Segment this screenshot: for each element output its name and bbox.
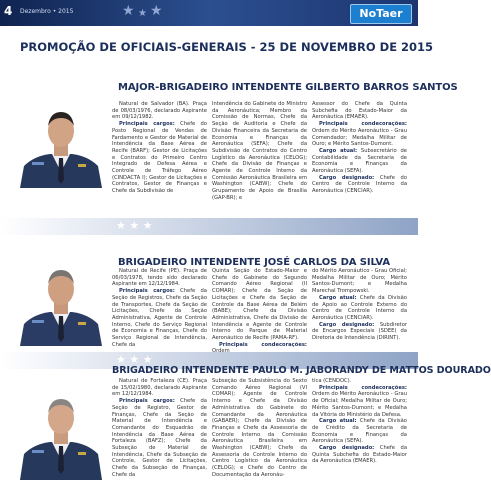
officer-title: BRIGADEIRO INTENDENTE PAULO M. JABORANDY DE MATTOS DOURADO — [112, 365, 491, 376]
page-header — [0, 0, 418, 26]
officer-photo — [14, 380, 108, 480]
page-title: PROMOÇÃO DE OFICIAIS-GENERAIS - 25 DE NOVEMBRO DE 2015 — [20, 40, 434, 54]
bio-text: Chefe do Centro de Controle Interno da Aeronáutica (CENCIAR). — [312, 174, 407, 195]
bio-text: Chefe da Seção de Registros, Chefe da Seção de Transportes, Chefe da Seção de Licitações, Chefe da Seção Administrativa, Agente de Controle Interno, Chefe do Serviço Regional de Economia e Finanças, Chefe do Serviço Regional de Intendência, Chefe da — [112, 288, 207, 348]
bio-text: Natural de Salvador (BA). Praça de 08/03/1976, declarado Aspirante em 09/12/1982. — [112, 101, 207, 121]
officer-title: BRIGADEIRO INTENDENTE JOSÉ CARLOS DA SILVA — [118, 257, 391, 268]
bio-text: tica (CENDOC). — [312, 378, 352, 384]
officer-photo — [14, 100, 108, 188]
bio-text: Chefe do Posto Regional de Vendas de Fardamento e Gestor de Material de Intendência da Base Aérea de Recife (BARF); Gestor de Licitações e Contratos do Primeiro Centro Integrado de Defesa Aérea e Controle de Tráfego Aéreo (CINDACTA I); Gestor de Licitações e Contratos, Gestor de Finanças e Chefe da Subdivisão de — [112, 121, 207, 195]
bio-text: Assessor do Chefe da Quinta Subchefia do Estado-Maior da Aeronáutica (EMAER). — [312, 101, 407, 121]
bio-text: Quinta Seção do Estado-Maior e Chefe do Gabinete do Segundo Comando Aéreo Regional (II COMAR); Chefe da Seção de Licitações e Chefe da Seção de Controle da Base Aérea de Belém (BABE); Chefe da Divisão Administrativa, Chefe da Divisão de Intendência e Agente de Controle Interno do Parque de Material Aeronáutico de Recife (PAMA-RF). — [212, 268, 307, 342]
officer-bio-col1 — [112, 101, 207, 199]
bio-text: Chefe da Divisão de Apoio ao Controle Externo do Centro de Controle Interno da Aeronáutica (CENCIAR). — [312, 294, 407, 321]
bio-text: Ordem do Mérito Aeronáutico - Grau de Oficial; Medalha Militar de Ouro; Mérito Santos-Dumont; e Medalha da Vitória do Ministério da Defesa. — [312, 391, 407, 418]
officer-bio-col2 — [212, 378, 307, 478]
bio-text: Intendência do Gabinete do Ministro da Aeronáutica; Membro da Comissão de Normas, Chefe da Seção de Auditoria e Chefe da Divisão Financeira da Secretaria de Economia e Finanças da Aeronáutica (SEFA); Chefe da Subdivisão de Contratos do Centro Logístico da Aeronáutica (CELOG); Chefe da Divisão de Finanças e Agente de Controle Interno da Comissão Aeronáutica Brasileira em Washington (CABW); Chefe do Grupamento de Apoio de Brasília (GAP-BR); e — [212, 101, 307, 201]
bio-label: Cargo designado: — [319, 321, 375, 328]
bio-text: Chefe da Seção de Registro, Gestor de Finanças, Chefe da Seção de Material de Intendência e Comandante do Esquadrão de Intendência da Base Aérea de Fortaleza (BAFZ); Chefe da Subseção de Material de Intendência, Chefe da Subseção de Controle, Gestor de Licitações, Chefe da Subseção de Finanças, Chefe da — [112, 398, 207, 478]
officer-bio-col3 — [312, 378, 407, 478]
bio-label: Principais cargos: — [119, 288, 175, 295]
star-icon: ★ — [122, 3, 135, 19]
bio-text: Subseção de Subsistência do Sexto Comando Aéreo Regional (VI COMAR); Agente de Controle Interno e Chefe da Divisão Administrativa do Gabinete do Comandante da Aeronáutica (GABAER); Chefe da Divisão de Finanças e Chefe da Assessoria de Controle Interno da Comissão Aeronáutica Brasileira em Washington (CABW); Chefe da Assessoria de Controle Interno do Centro Logístico da Aeronáutica (CELOG); e Chefe do Centro de Documentação da Aeronáu- — [212, 378, 307, 478]
bio-text: Ordem do Mérito Aeronáutico - Grau Comendador; Medalha Militar de Ouro; e Mérito Santos-Dumont. — [312, 127, 407, 148]
bio-label: Principais cargos: — [119, 398, 175, 405]
star-icon: ★ ★ ★ — [116, 219, 153, 232]
bio-text: do Mérito Aeronáutico - Grau Oficial; Medalha Militar de Ouro; Mérito Santos-Dumont; e Medalha Marechal Trompowski. — [312, 268, 407, 295]
officer-bio-col2 — [212, 268, 307, 346]
bio-label: Principais condecorações: — [219, 341, 307, 348]
star-icon: ★ — [150, 3, 163, 19]
star-icon: ★ — [138, 8, 147, 19]
bio-label: Cargo atual: — [319, 418, 357, 425]
page-number: 4 — [4, 4, 13, 18]
officer-title: MAJOR-BRIGADEIRO INTENDENTE GILBERTO BARROS SANTOS — [118, 82, 458, 93]
bio-label: Principais cargos: — [119, 121, 175, 128]
bio-text: Chefe da Divisão de Crédito da Secretaria de Economia e Finanças da Aeronáutica (SEFA). — [312, 418, 407, 445]
bio-label: Cargo designado: — [319, 174, 375, 181]
star-icon: ★ ★ ★ — [116, 353, 153, 366]
bio-text: Chefe da Quinta Subchefia do Estado-Maior da Aeronáutica (EMAER). — [312, 445, 408, 465]
officer-bio-col2 — [212, 101, 307, 199]
issue-date: Dezembro • 2015 — [20, 8, 74, 15]
officer-bio-col1 — [112, 268, 207, 346]
section-band — [0, 218, 418, 235]
bio-text: Natural de Recife (PE). Praça de 06/03/1978, tendo sido declarado Aspirante em 12/12/1984. — [112, 268, 207, 288]
bio-text: Natural de Fortaleza (CE). Praça de 15/02/1980, declarado Aspirante em 12/12/1984. — [112, 378, 207, 398]
bio-text: Subsecretário de Contabilidade da Secretaria de Economia e Finanças da Aeronáutica (SEFA). — [312, 147, 407, 175]
officer-photo — [14, 258, 108, 346]
bio-label: Principais condecorações: — [319, 384, 407, 391]
bio-label: Cargo designado: — [319, 445, 375, 452]
notaer-logo: NoTaer — [350, 4, 412, 24]
bio-label: Cargo atual: — [319, 294, 357, 301]
officer-bio-col3 — [312, 268, 407, 346]
bio-label: Cargo atual: — [319, 147, 358, 154]
bio-text: Subdiretor de Encargos Especiais (SDEE) da Diretoria de Intendência (DIRINT). — [312, 321, 407, 342]
bio-label: Principais condecorações: — [319, 121, 407, 128]
officer-bio-col1 — [112, 378, 207, 478]
officer-bio-col3 — [312, 101, 407, 199]
